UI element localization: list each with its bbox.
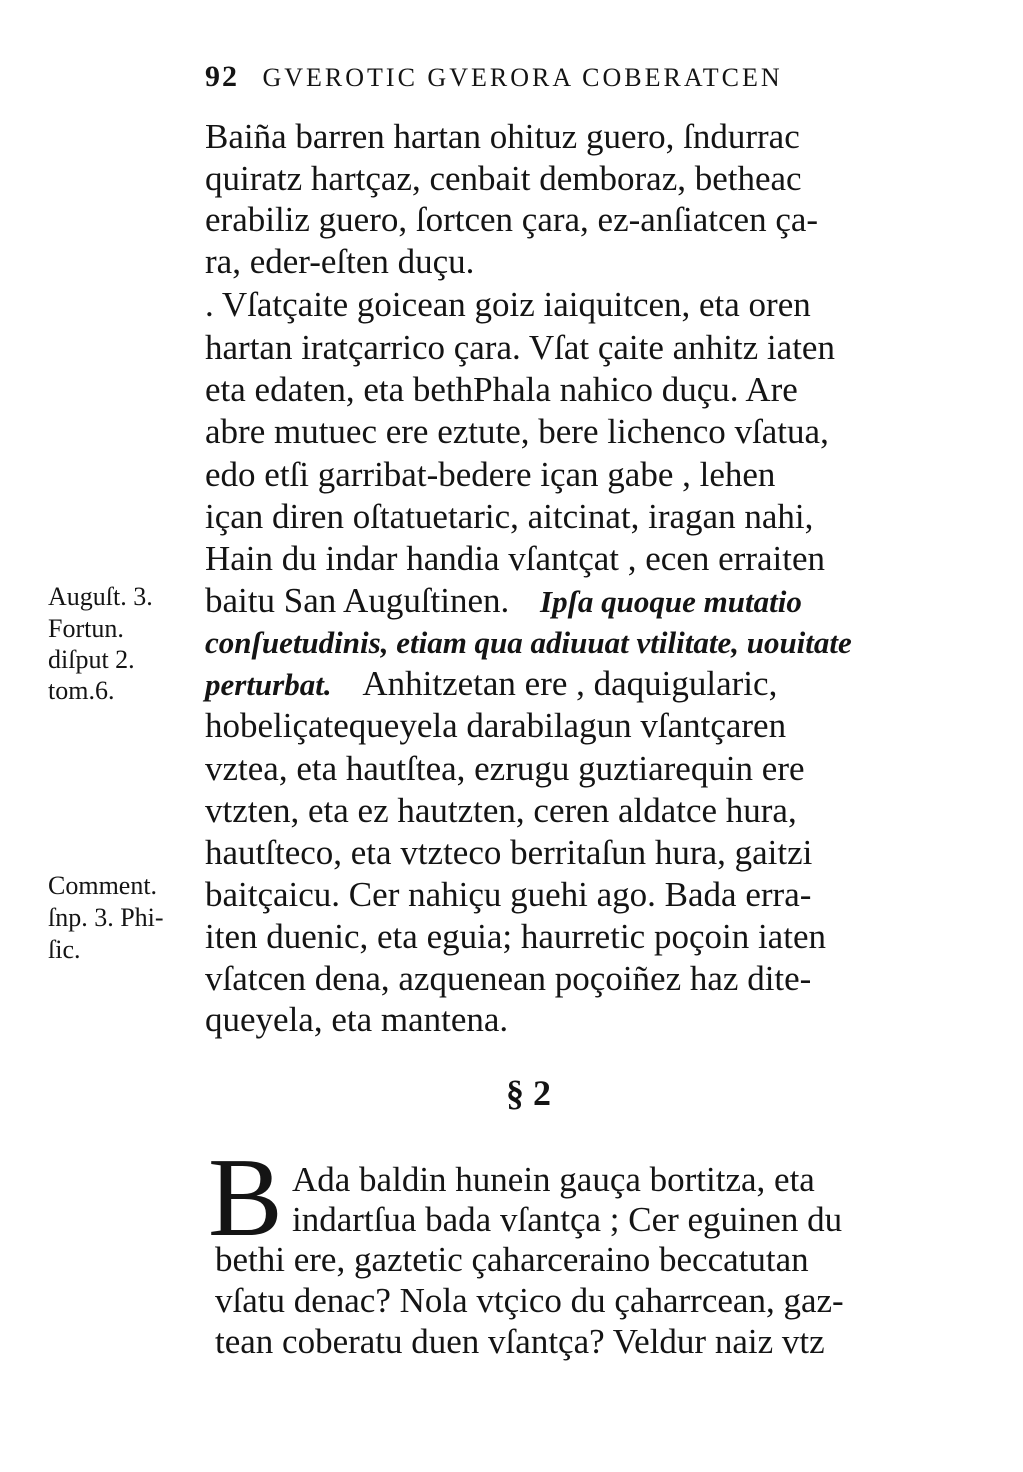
text-line: bethi ere, gaztetic çaharceraino beccatutan — [215, 1240, 809, 1279]
text-line: Ada baldin hunein gauça bortitza, eta — [292, 1160, 815, 1199]
text-line: vztea, eta hautſtea, ezrugu guztiarequin ere — [205, 749, 805, 788]
text-line — [205, 622, 852, 664]
latin-quotation: conſuetudinis, etiam qua adiuuat vtilitate, uouitate — [205, 625, 852, 660]
text-line: quiratz hartçaz, cenbait demboraz, betheac — [205, 159, 802, 198]
latin-quotation: perturbat. — [205, 667, 332, 702]
drop-cap: B — [208, 1136, 283, 1260]
text-line: erabiliz guero, ſortcen çara, ez-anſiatcen ça- — [205, 200, 819, 239]
margin-note: ſnp. 3. Phi- — [48, 903, 164, 932]
text-line: . Vſatçaite goicean goiz iaiquitcen, eta oren — [205, 285, 811, 324]
text-line: hautſteco, eta vtzteco berritaſun hura, gaitzi — [205, 833, 813, 872]
text-line: baitçaicu. Cer nahiçu guehi ago. Bada erra- — [205, 875, 812, 914]
text-line: ra, eder-eſten duçu. — [205, 242, 475, 281]
margin-note: Fortun. — [48, 614, 124, 643]
text-line: vtzten, eta ez hautzten, ceren aldatce hura, — [205, 791, 797, 830]
margin-note: tom.6. — [48, 676, 115, 705]
text-line: edo etſi garribat-bedere içan gabe , lehen — [205, 455, 776, 494]
text-line — [205, 664, 777, 706]
text-segment: Anhitzetan ere , daquigularic, — [362, 664, 778, 703]
text-line: içan diren oſtatuetaric, aitcinat, iragan nahi, — [205, 497, 814, 536]
page-header — [205, 60, 905, 100]
margin-note: ſic. — [48, 935, 81, 964]
page-number: 92 — [205, 60, 239, 93]
text-segment: baitu San Auguſtinen. — [205, 581, 510, 620]
margin-note: Auguſt. 3. — [48, 582, 153, 611]
text-line: vſatcen dena, azquenean poçoiñez haz dite- — [205, 959, 812, 998]
text-line: eta edaten, eta bethPhala nahico duçu. Are — [205, 370, 798, 409]
latin-quotation: Ipſa quoque mutatio — [540, 584, 802, 619]
section-heading: § 2 — [506, 1073, 551, 1113]
text-line — [205, 581, 802, 623]
text-line: Hain du indar handia vſantçat , ecen erraiten — [205, 539, 825, 578]
running-title: GVEROTIC GVERORA COBERATCEN — [262, 63, 783, 92]
margin-note: diſput 2. — [48, 645, 135, 674]
text-line: Baiña barren hartan ohituz guero, ſndurrac — [205, 117, 800, 156]
text-line: abre mutuec ere eztute, bere lichenco vſatua, — [205, 412, 829, 451]
text-line: tean coberatu duen vſantça? Veldur naiz vtz — [215, 1322, 825, 1361]
margin-note: Comment. — [48, 871, 158, 900]
text-line: hartan iratçarrico çara. Vſat çaite anhitz iaten — [205, 328, 835, 367]
text-line: indartſua bada vſantça ; Cer eguinen du — [292, 1200, 843, 1239]
text-line: hobeliçatequeyela darabilagun vſantçaren — [205, 706, 787, 745]
text-line: vſatu denac? Nola vtçico du çaharrcean, gaz- — [215, 1281, 844, 1320]
text-line: queyela, eta mantena. — [205, 1000, 509, 1039]
text-line: iten duenic, eta eguia; haurretic poçoin iaten — [205, 917, 826, 956]
